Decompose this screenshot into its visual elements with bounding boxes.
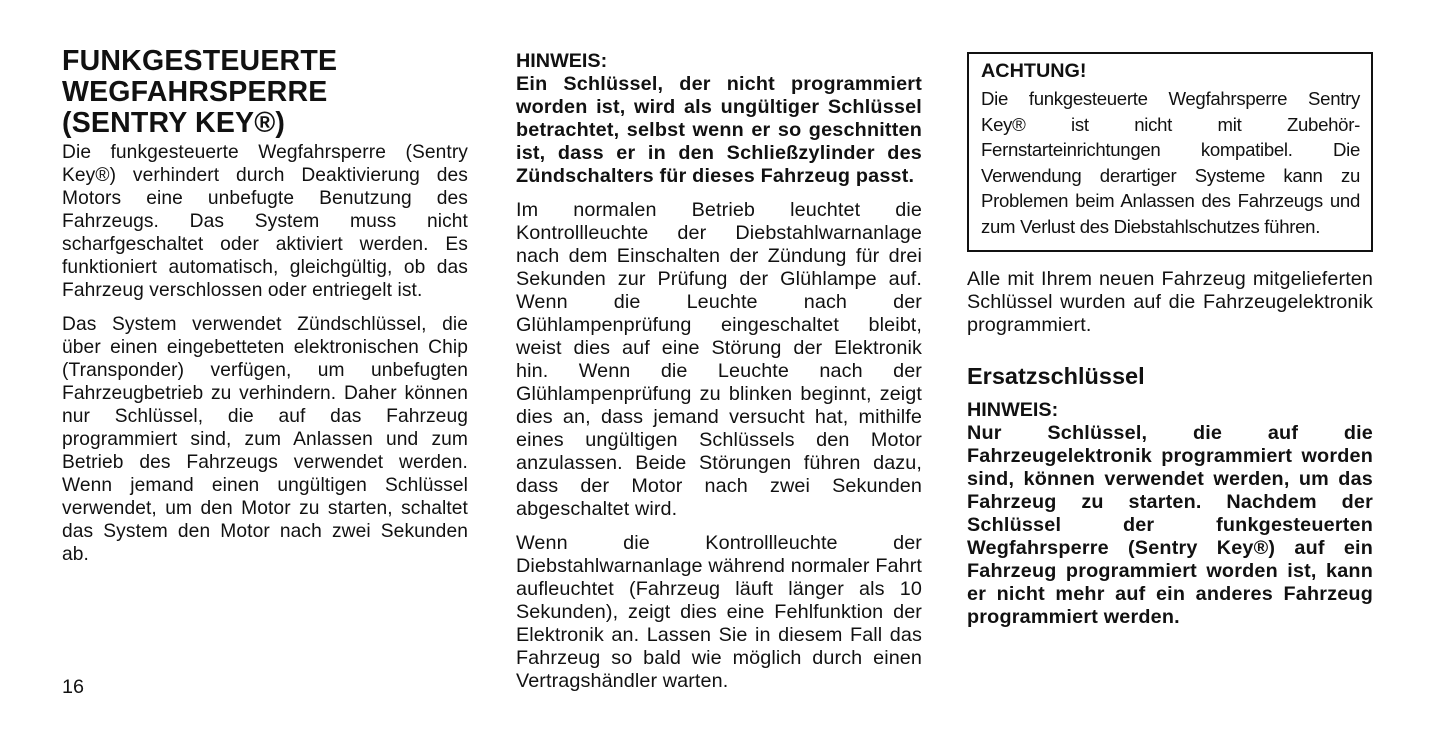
system-paragraph: Das System verwendet Zündschlüssel, die über einen eingebetteten elektronischen Chip (Transponder) verfügen, um unbefugten Fahrzeugbetrieb zu verhindern. Daher können nur Schlüssel, die auf das Fahrzeug programmiert sind, zum Anlassen und zum Betrieb des Fahrzeugs verwendet werden. Wenn jemand einen ungültigen Schlüssel verwendet, um den Motor zu starten, schaltet das System den Motor nach zwei Sekunden ab.	[62, 314, 468, 565]
note-label: HINWEIS:	[967, 399, 1059, 421]
subheading-spare-keys: Ersatzschlüssel	[967, 363, 1145, 389]
column-left	[62, 46, 468, 577]
warning-box	[967, 52, 1373, 252]
section-title	[62, 46, 468, 139]
note-text: Nur Schlüssel, die auf die Fahrzeugelektronik programmiert worden sind, können verwendet werden, um das Fahrzeug zu starten. Nachdem der Schlüssel der funkgesteuerten Wegfahrsperre (Sentry Key®) auf ein Fahrzeug programmiert worden ist, kann er nicht mehr auf ein anderes Fahrzeug programmiert werden.	[967, 422, 1373, 628]
column-middle	[516, 50, 922, 704]
indicator-paragraph: Im normalen Betrieb leuchtet die Kontrollleuchte der Diebstahlwarnanlage nach dem Einschalten der Zündung für drei Sekunden zur Prüfung der Glühlampe auf. Wenn die Leuchte nach der Glühlampenprüfung eingeschaltet bleibt, weist dies auf eine Störung der Elektronik hin. Wenn die Leuchte nach der Glühlampenprüfung zu blinken beginnt, zeigt dies an, dass jemand versucht hat, mithilfe eines ungültigen Schlüssels den Motor anzulassen. Beide Störungen führen dazu, dass der Motor nach zwei Sekunden abgeschaltet wird.	[516, 199, 922, 520]
note-label: HINWEIS:	[516, 50, 608, 72]
malfunction-paragraph: Wenn die Kontrollleuchte der Diebstahlwarnanlage während normaler Fahrt aufleuchtet (Fahrzeug läuft länger als 10 Sekunden), zeigt dies eine Fehlfunktion der Elektronik an. Lassen Sie in diesem Fall das Fahrzeug so bald wie möglich durch einen Vertragshändler warten.	[516, 532, 922, 692]
keys-paragraph: Alle mit Ihrem neuen Fahrzeug mitgelieferten Schlüssel wurden auf die Fahrzeugelektronik programmiert.	[967, 268, 1373, 336]
warning-text: Die funkgesteuerte Wegfahrsperre Sentry Key® ist nicht mit Zubehör-Fernstarteinrichtungen kompatibel. Die Verwendung derartiger Systeme kann zu Problemen beim Anlassen des Fahrzeugs und zum Verlust des Diebstahlschutzes führen.	[981, 88, 1360, 237]
title-line: FUNKGESTEUERTE	[62, 45, 338, 77]
title-line: (SENTRY KEY®)	[62, 107, 286, 139]
title-line: WEGFAHRSPERRE	[62, 76, 328, 108]
column-right	[967, 52, 1373, 640]
note-text: Ein Schlüssel, der nicht programmiert worden ist, wird als ungültiger Schlüssel betrachtet, selbst wenn er so geschnitten ist, dass er in den Schließzylinder des Zündschalters für dieses Fahrzeug passt.	[516, 73, 922, 187]
intro-paragraph: Die funkgesteuerte Wegfahrsperre (Sentry Key®) verhindert durch Deaktivierung des Motors eine unbefugte Benutzung des Fahrzeugs. Das System muss nicht scharfgeschaltet oder aktiviert werden. Es funktioniert automatisch, gleichgültig, ob das Fahrzeug verschlossen oder entriegelt ist.	[62, 142, 468, 301]
warning-label: ACHTUNG!	[981, 60, 1087, 82]
page-number: 16	[62, 676, 85, 698]
